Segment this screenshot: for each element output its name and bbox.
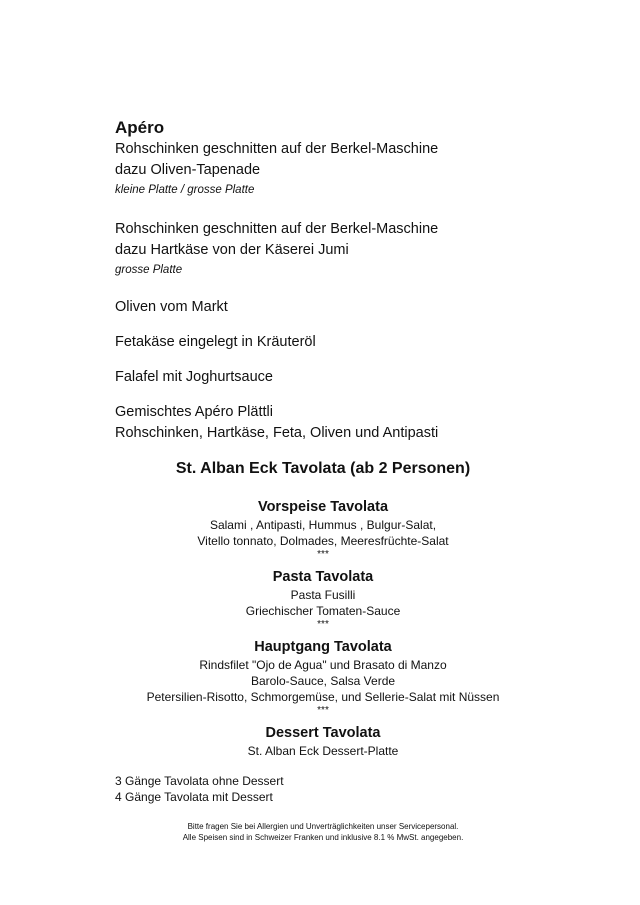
menu-item-line: Rohschinken geschnitten auf der Berkel-Maschine [115, 141, 439, 157]
menu-item-line: Rohschinken, Hartkäse, Feta, Oliven und Antipasti [115, 425, 439, 441]
menu-item-note: kleine Platte / grosse Platte [115, 184, 255, 196]
course-item: Petersilien-Risotto, Schmorgemüse, und Sellerie-Salat mit Nüssen [146, 690, 500, 704]
course-dessert [0, 723, 640, 759]
menu-item-line: dazu Oliven-Tapenade [115, 162, 261, 178]
course-title: Hauptgang Tavolata [254, 639, 392, 655]
option-line: 4 Gänge Tavolata mit Dessert [115, 790, 273, 804]
tavolata-title: St. Alban Eck Tavolata (ab 2 Personen) [175, 460, 471, 477]
course-title: Dessert Tavolata [265, 725, 381, 741]
menu-item [115, 297, 595, 318]
menu-item [115, 332, 595, 353]
course-separator: *** [317, 705, 329, 716]
footer-line: Alle Speisen sind in Schweizer Franken und inklusive 8.1 % MwSt. angegeben. [182, 833, 464, 842]
menu-item [115, 367, 595, 388]
menu-item [115, 139, 595, 200]
option-line: 3 Gänge Tavolata ohne Dessert [115, 774, 284, 788]
course-title: Pasta Tavolata [272, 569, 374, 585]
apero-heading: Apéro [115, 118, 165, 137]
course-item: Salami , Antipasti, Hummus , Bulgur-Salat, [209, 518, 437, 532]
menu-item-line: Falafel mit Joghurtsauce [115, 369, 273, 385]
menu-item-line: Rohschinken geschnitten auf der Berkel-Maschine [115, 221, 439, 237]
menu-item-note: grosse Platte [115, 264, 183, 276]
course-item: Pasta Fusilli [290, 588, 356, 602]
menu-item-line: dazu Hartkäse von der Käserei Jumi [115, 242, 349, 258]
course-hauptgang [0, 637, 640, 716]
menu-item [115, 219, 595, 280]
course-pasta [0, 567, 640, 630]
course-item: Barolo-Sauce, Salsa Verde [250, 674, 396, 688]
menu-item [115, 402, 595, 444]
course-item: Rindsfilet "Ojo de Agua" und Brasato di Manzo [199, 658, 447, 672]
course-item: Griechischer Tomaten-Sauce [245, 604, 401, 618]
course-item: St. Alban Eck Dessert-Platte [247, 744, 399, 758]
course-vorspeise [0, 497, 640, 560]
footer-line: Bitte fragen Sie bei Allergien und Unverträglichkeiten unser Servicepersonal. [187, 822, 459, 831]
tavolata-options [115, 773, 284, 805]
apero-section [115, 117, 595, 444]
menu-item-line: Gemischtes Apéro Plättli [115, 404, 273, 420]
course-item: Vitello tonnato, Dolmades, Meeresfrüchte-Salat [197, 534, 449, 548]
footer-notice [0, 821, 640, 843]
course-separator: *** [317, 549, 329, 560]
course-title: Vorspeise Tavolata [257, 499, 389, 515]
menu-item-line: Fetakäse eingelegt in Kräuteröl [115, 334, 316, 350]
menu-item-line: Oliven vom Markt [115, 299, 228, 315]
course-separator: *** [317, 619, 329, 630]
